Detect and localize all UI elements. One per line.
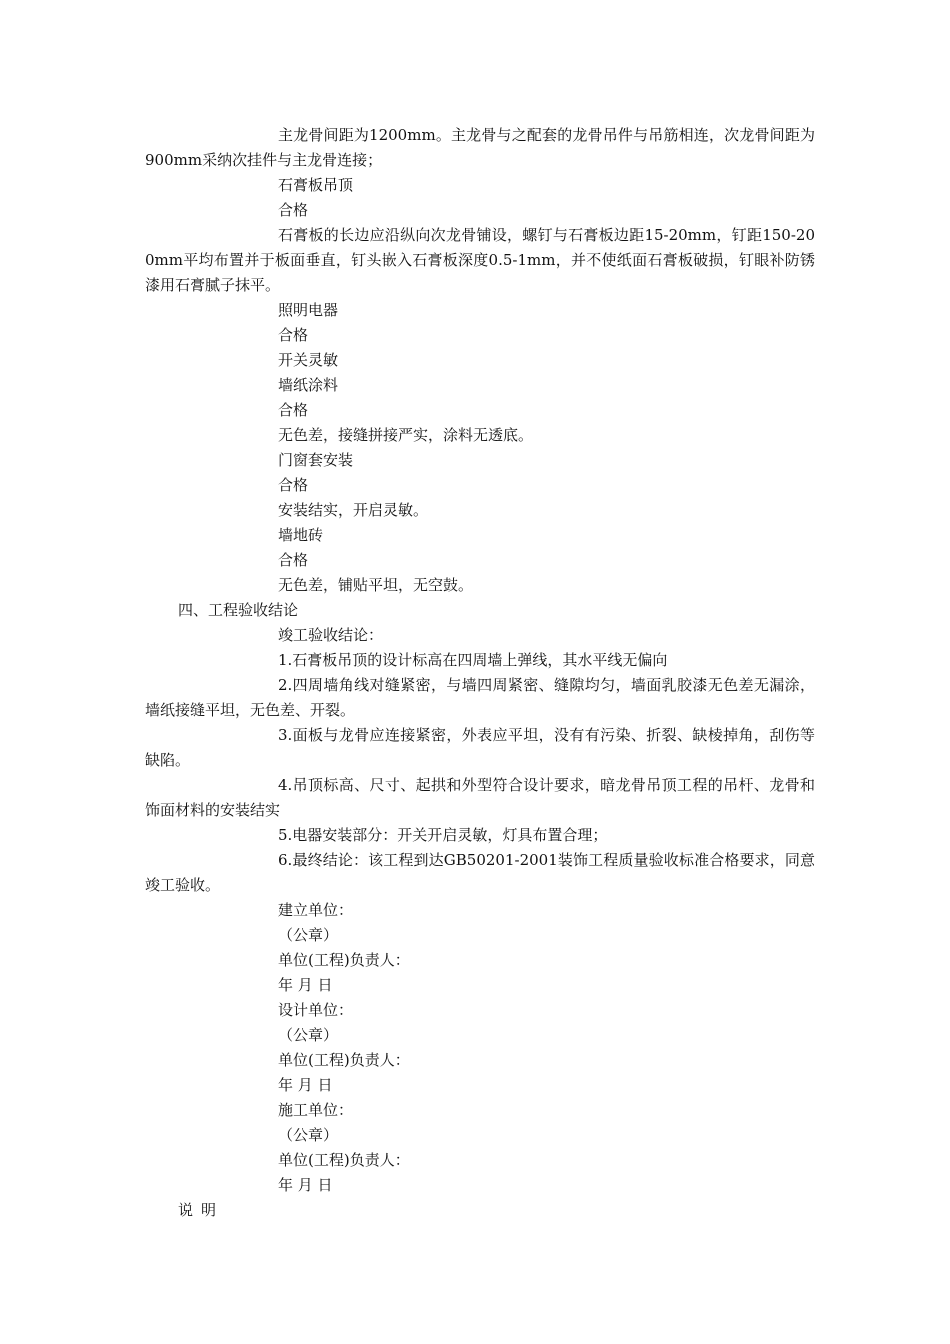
paragraph: 2.四周墙角线对缝紧密，与墙四周紧密、缝隙均匀，墙面乳胶漆无色差无漏涂，墙纸接缝平坦，无色差、开裂。 <box>145 676 815 719</box>
paragraph: 四、工程验收结论 <box>178 601 299 619</box>
paragraph: 设计单位： <box>278 1001 354 1019</box>
document-body <box>145 123 815 1223</box>
paragraph: 5.电器安装部分：开关开启灵敏，灯具布置合理； <box>278 826 608 844</box>
paragraph: 合格 <box>278 476 309 494</box>
paragraph: 单位(工程)负责人： <box>278 1151 410 1169</box>
paragraph: 开关灵敏 <box>278 351 339 369</box>
paragraph: 1.石膏板吊顶的设计标高在四周墙上弹线，其水平线无偏向 <box>278 651 668 669</box>
paragraph: 年 月 日 <box>278 976 333 994</box>
paragraph: （公章） <box>278 1026 339 1044</box>
paragraph: 合格 <box>278 401 309 419</box>
paragraph: 主龙骨间距为1200mm。主龙骨与之配套的龙骨吊件与吊筋相连，次龙骨间距为900mm采纳次挂件与主龙骨连接； <box>145 126 815 169</box>
paragraph: 无色差，铺贴平坦，无空鼓。 <box>278 576 474 594</box>
paragraph: 说明 <box>178 1201 225 1219</box>
paragraph: 年 月 日 <box>278 1176 333 1194</box>
paragraph: 年 月 日 <box>278 1076 333 1094</box>
paragraph: 墙纸涂料 <box>278 376 339 394</box>
paragraph: 建立单位： <box>278 901 354 919</box>
paragraph: 门窗套安装 <box>278 451 354 469</box>
paragraph: 合格 <box>278 551 309 569</box>
paragraph: 石膏板的长边应沿纵向次龙骨铺设，螺钉与石膏板边距15-20mm，钉距150-200mm平均布置并于板面垂直，钉头嵌入石膏板深度0.5-1mm，并不使纸面石膏板破损，钉眼补防锈漆用石膏腻子抹平。 <box>145 226 815 294</box>
paragraph: 墙地砖 <box>278 526 324 544</box>
paragraph: 安装结实，开启灵敏。 <box>278 501 429 519</box>
paragraph: 合格 <box>278 326 309 344</box>
paragraph: （公章） <box>278 1126 339 1144</box>
paragraph: 合格 <box>278 201 309 219</box>
paragraph: （公章） <box>278 926 339 944</box>
paragraph: 施工单位： <box>278 1101 354 1119</box>
paragraph: 无色差，接缝拼接严实，涂料无透底。 <box>278 426 534 444</box>
paragraph: 3.面板与龙骨应连接紧密，外表应平坦，没有有污染、折裂、缺棱掉角，刮伤等缺陷。 <box>145 726 815 769</box>
paragraph: 竣工验收结论： <box>278 626 384 644</box>
paragraph: 4.吊顶标高、尺寸、起拱和外型符合设计要求，暗龙骨吊顶工程的吊杆、龙骨和饰面材料的安装结实 <box>145 776 815 819</box>
paragraph: 单位(工程)负责人： <box>278 951 410 969</box>
paragraph: 单位(工程)负责人： <box>278 1051 410 1069</box>
paragraph: 石膏板吊顶 <box>278 176 354 194</box>
paragraph: 6.最终结论：该工程到达GB50201-2001装饰工程质量验收标准合格要求，同意竣工验收。 <box>145 851 815 894</box>
paragraph: 照明电器 <box>278 301 339 319</box>
